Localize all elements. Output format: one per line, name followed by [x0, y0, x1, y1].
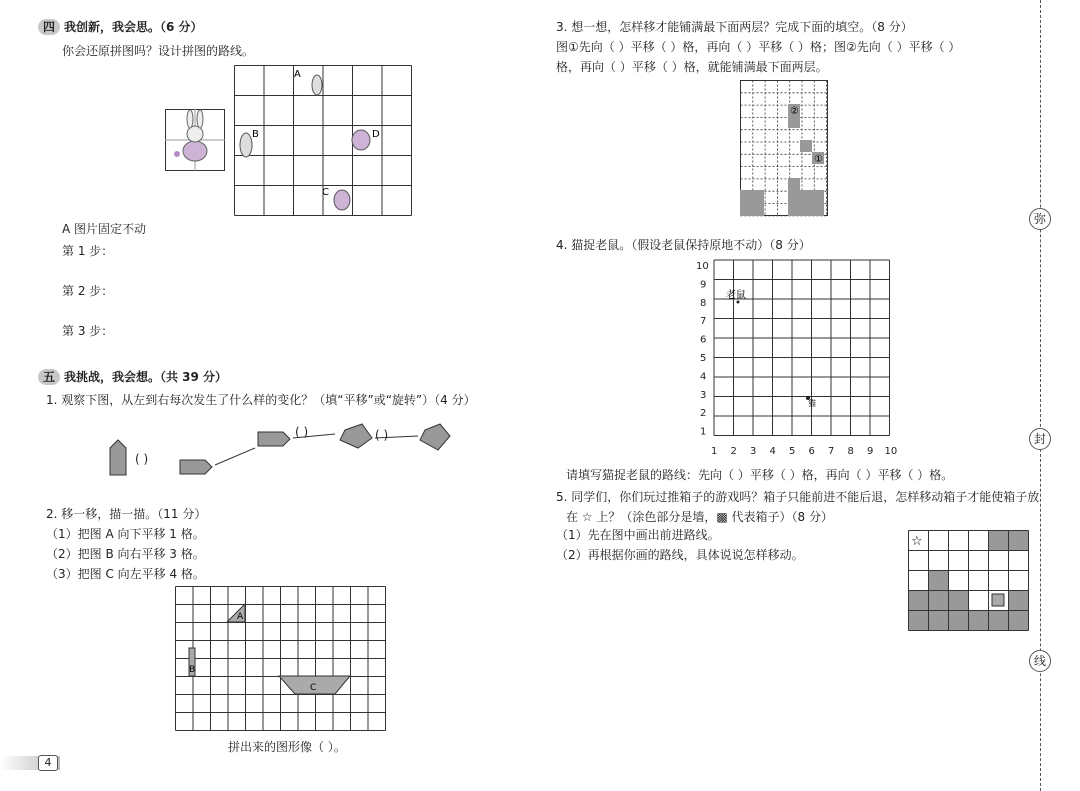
shape-a-label: A	[237, 612, 244, 622]
y-tick-label: 1	[700, 426, 707, 438]
section-5-heading	[38, 368, 227, 385]
section-title: 我创新，我会思。（6 分）	[64, 20, 203, 34]
piece-label-d: D	[372, 129, 380, 140]
y-tick-label: 9	[700, 279, 707, 291]
x-tick-label: 6	[808, 446, 815, 457]
x-tick-label: 10	[884, 446, 898, 457]
page-number: 4	[38, 755, 58, 771]
step-1-label: 第 1 步：	[62, 244, 114, 258]
binding-char-2: 封	[1029, 428, 1051, 450]
q3-line-2: 格，再向（ ）平移（ ）格，就能铺满最下面两层。	[556, 60, 828, 74]
blank-2[interactable]: ( )	[295, 425, 309, 439]
q3-title: 3. 想一想，怎样移才能铺满最下面两层？完成下面的填空。（8 分）	[556, 20, 913, 34]
q5-part-a: （1）先在图中画出前进路线。	[556, 528, 720, 542]
section-4-heading	[38, 18, 203, 35]
cat-label: 猫	[808, 399, 816, 408]
x-tick-label: 8	[847, 446, 854, 457]
binding-dashed-line	[1040, 0, 1041, 791]
piece-label-c: C	[322, 187, 329, 198]
q4-answer: 请填写猫捉老鼠的路线：先向（ ）平移（ ）格，再向（ ）平移（ ）格。	[566, 468, 954, 482]
y-tick-label: 4	[700, 371, 707, 383]
step-3-label: 第 3 步：	[62, 324, 114, 338]
question-2: 2. 移一移，描一描。（11 分）	[46, 507, 207, 521]
x-tick-label: 4	[769, 446, 776, 457]
question-2c: （3）把图 C 向左平移 4 格。	[46, 567, 205, 581]
x-tick-label: 1	[711, 446, 718, 457]
result-line: 拼出来的图形像（ ）。	[228, 740, 346, 754]
blank-3[interactable]: ( )	[375, 428, 389, 442]
shape-c-label: C	[310, 683, 317, 693]
x-tick-label: 3	[750, 446, 757, 457]
y-tick-label: 2	[700, 408, 707, 420]
shape-b-label: B	[189, 665, 196, 675]
fixed-note: A 图片固定不动	[62, 222, 147, 236]
page-number-bar	[0, 756, 60, 770]
section-badge: 四	[38, 19, 60, 35]
y-tick-label: 8	[700, 297, 707, 309]
y-tick-label: 10	[696, 261, 709, 272]
puzzle-grid	[234, 65, 412, 217]
question-2b: （2）把图 B 向右平移 3 格。	[46, 547, 205, 561]
puzzle-question: 你会还原拼图吗？设计拼图的路线。	[62, 44, 255, 58]
piece-label-b: B	[252, 129, 259, 140]
x-tick-label: 5	[789, 446, 796, 457]
y-tick-label: 3	[700, 389, 707, 401]
y-tick-label: 5	[700, 353, 707, 364]
x-tick-label: 7	[828, 446, 835, 457]
q4-title: 4. 猫捉老鼠。（假设老鼠保持原地不动）（8 分）	[556, 238, 811, 252]
fig-1-label: ①	[814, 154, 823, 165]
star-target: ☆	[911, 534, 923, 549]
transform-figure	[100, 420, 460, 480]
question-1: 1. 观察下图，从左到右每次发生了什么样的变化？（填“平移”或“旋转”）（4 分）	[46, 393, 476, 407]
q5-part-b: （2）再根据你画的路线，具体说说怎样移动。	[556, 548, 804, 562]
binding-char-3: 线	[1029, 650, 1051, 672]
y-tick-label: 7	[700, 316, 707, 328]
puzzle-source-image	[165, 109, 225, 171]
q5-title-2: 在 ☆ 上？（涂色部分是墙，▩ 代表箱子）（8 分）	[566, 510, 833, 524]
coordinate-grid	[692, 256, 898, 457]
y-tick-label: 6	[700, 334, 707, 346]
binding-char-1: 弥	[1029, 208, 1051, 230]
shape-grid	[175, 586, 387, 732]
q5-title: 5. 同学们，你们玩过推箱子的游戏吗？箱子只能前进不能后退，怎样移动箱子才能使箱子放	[556, 490, 1040, 504]
blank-1[interactable]: ( )	[135, 452, 149, 466]
x-tick-label: 2	[730, 446, 737, 457]
step-2-label: 第 2 步：	[62, 284, 114, 298]
q3-line-1: 图①先向（ ）平移（ ）格，再向（ ）平移（ ）格；图②先向（ ）平移（ ）	[556, 40, 961, 54]
fig-2-label: ②	[790, 106, 799, 117]
piece-label-a: A	[294, 69, 301, 80]
x-tick-label: 9	[867, 446, 874, 457]
section-title: 我挑战，我会想。（共 39 分）	[64, 370, 228, 384]
tiling-grid	[740, 80, 828, 218]
question-2a: （1）把图 A 向下平移 1 格。	[46, 527, 205, 541]
mouse-label: 老鼠	[726, 290, 746, 301]
section-badge: 五	[38, 369, 60, 385]
sokoban-grid	[908, 530, 1030, 632]
